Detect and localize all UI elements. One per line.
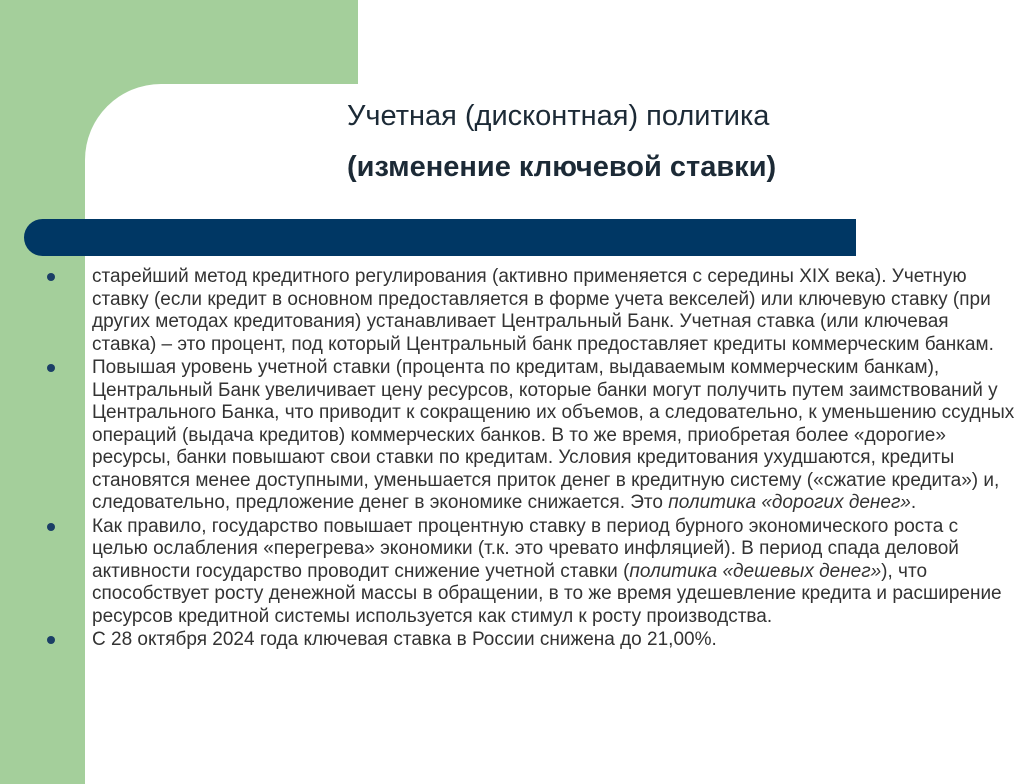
bullet-text <box>92 357 1017 515</box>
bullet-text <box>92 516 1017 629</box>
bullet-text: С 28 октября 2024 года ключевая ставка в России снижена до 21,00%. <box>92 629 717 650</box>
bullet-item <box>47 516 1017 629</box>
bullet-item <box>47 266 1017 356</box>
bullet-text: старейший метод кредитного регулирования (активно применяется с середины XIX века). Учетную ставку (если кредит в основном предоставляется в форме учета векселей) или ключевую ставку (при других методах кредитования) устанавливает Центральный Банк. Учетная ставка (или ключевая ставка) – это процент, под который Центральный банк предоставляет кредиты коммерческим банкам. <box>92 266 994 355</box>
bullet-list <box>47 266 1017 653</box>
bullet-text-part: ), что способствует росту денежной массы в обращении, в то же время удешевление кредита и расширение ресурсов кредитной системы используется как стимул к росту производства. <box>92 560 1002 627</box>
bullet-italic-term: политика «дорогих денег» <box>668 492 911 513</box>
bullet-dot-icon <box>47 636 55 644</box>
bullet-item <box>47 357 1017 515</box>
bullet-text-part: Повышая уровень учетной ставки (процента по кредитам, выдаваемым коммерческим банкам), Центральный Банк увеличивает цену ресурсов, которые банки могут получить путем заимствований у Центрального Банка, что приводит к сокращению их объемов, а следовательно, к уменьшению ссудных операций (выдача кредитов) коммерческих банков. В то же время, приобретая более «дорогие» ресурсы, банки повышают свои ставки по кредитам. Условия кредитования ухудшаются, кредиты становятся менее доступными, уменьшается приток денег в кредитную систему («сжатие кредита») и, следовательно, предложение денег в экономике снижается. Это <box>92 357 1015 513</box>
slide-title: Учетная (дисконтная) политика <box>347 100 770 132</box>
background-panel-top <box>358 0 1024 90</box>
bullet-dot-icon <box>47 523 55 531</box>
title-divider-bar <box>24 219 856 256</box>
bullet-text-part: Как правило, государство повышает процентную ставку в период бурного экономического роста с целью ослабления «перегрева» экономики (т.к. это чревато инфляцией). В период спада деловой активности государство проводит снижение учетной ставки ( <box>92 515 959 582</box>
bullet-item <box>47 629 1017 652</box>
slide-subtitle: (изменение ключевой ставки) <box>347 151 777 183</box>
bullet-dot-icon <box>47 273 55 281</box>
bullet-text-part: . <box>910 492 917 513</box>
bullet-italic-term: политика «дешевых денег» <box>629 560 882 582</box>
bullet-dot-icon <box>47 364 55 372</box>
